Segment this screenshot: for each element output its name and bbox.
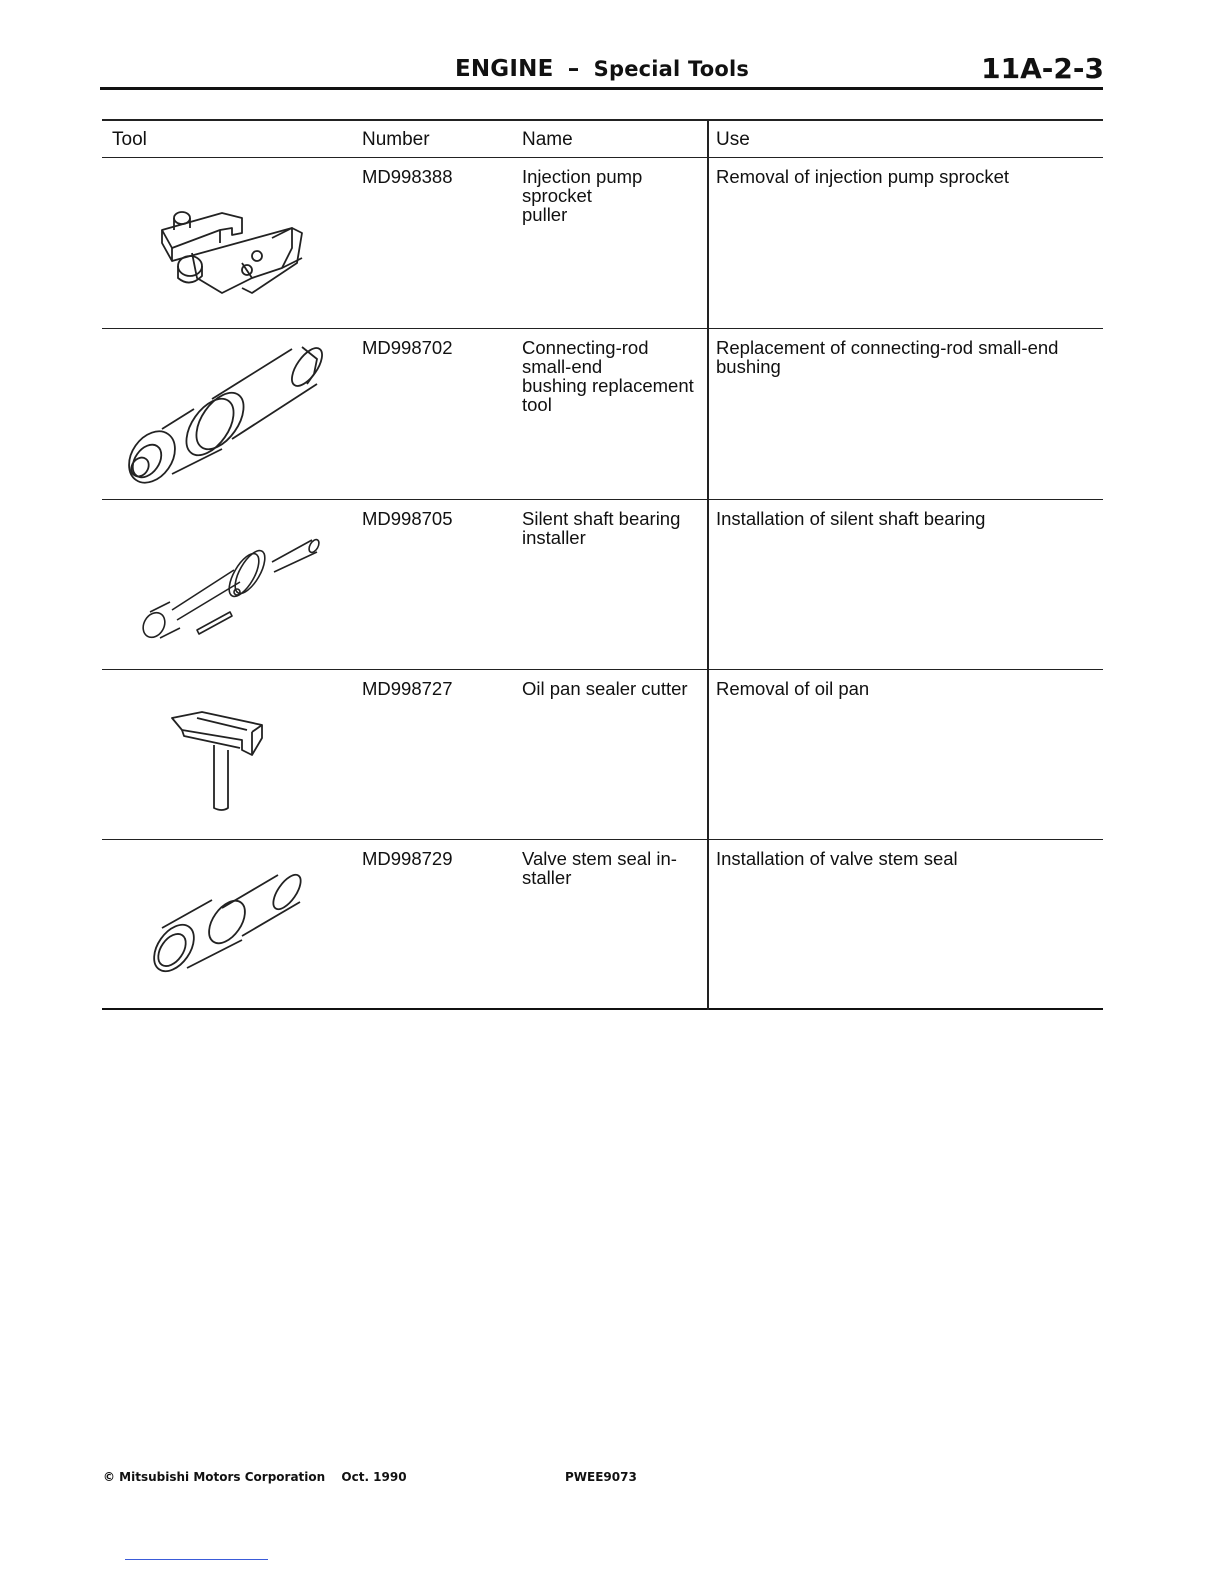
- column-header-use: Use: [716, 129, 750, 150]
- column-divider: [707, 119, 709, 1010]
- tool-name: Valve stem seal in- staller: [522, 848, 677, 888]
- tool-use: Installation of silent shaft bearing: [716, 508, 986, 529]
- tool-number: MD998388: [362, 166, 453, 187]
- tool-use: Replacement of connecting-rod small-end bushing: [716, 337, 1059, 377]
- tool-use: Removal of oil pan: [716, 678, 870, 699]
- table-row: [102, 500, 1103, 670]
- section-title: ENGINE: [454, 56, 554, 82]
- sealer-cutter-icon: [102, 670, 352, 838]
- table-row: [102, 670, 1103, 840]
- table-row: [102, 158, 1103, 329]
- tool-use: Removal of injection pump sprocket: [716, 166, 1010, 187]
- table-header-row: [102, 121, 1103, 158]
- tool-name: Silent shaft bearing installer: [522, 508, 681, 548]
- footer-underline: [125, 1559, 268, 1560]
- column-header-tool: Tool: [112, 129, 147, 150]
- tool-use: Installation of valve stem seal: [716, 848, 958, 869]
- table-row: [102, 329, 1103, 500]
- copyright-text: © Mitsubishi Motors Corporation: [103, 1470, 326, 1484]
- column-header-number: Number: [362, 129, 430, 150]
- page-header: [100, 52, 1104, 88]
- tool-name: Injection pump sprocket puller: [522, 166, 643, 225]
- publication-date: Oct. 1990: [341, 1470, 407, 1484]
- header-rule: [100, 87, 1103, 90]
- page-title: [100, 56, 1104, 82]
- tool-name: Oil pan sealer cutter: [522, 678, 688, 699]
- table-row: [102, 840, 1103, 1010]
- section-subtitle: Special Tools: [593, 57, 750, 81]
- bearing-installer-icon: [102, 500, 352, 668]
- tool-number: MD998702: [362, 337, 453, 358]
- document-code: PWEE9073: [565, 1470, 637, 1484]
- bushing-replacement-tool-icon: [102, 329, 352, 497]
- sprocket-puller-icon: [102, 158, 352, 326]
- tool-name: Connecting-rod small-end bushing replacement tool: [522, 337, 694, 415]
- tool-number: MD998727: [362, 678, 453, 699]
- valve-seal-installer-icon: [102, 840, 352, 1008]
- title-separator: –: [567, 56, 580, 82]
- tool-number: MD998705: [362, 508, 453, 529]
- column-header-name: Name: [522, 129, 573, 150]
- page-number: 11A-2-3: [981, 52, 1104, 85]
- tool-number: MD998729: [362, 848, 453, 869]
- page-footer: [103, 1470, 407, 1484]
